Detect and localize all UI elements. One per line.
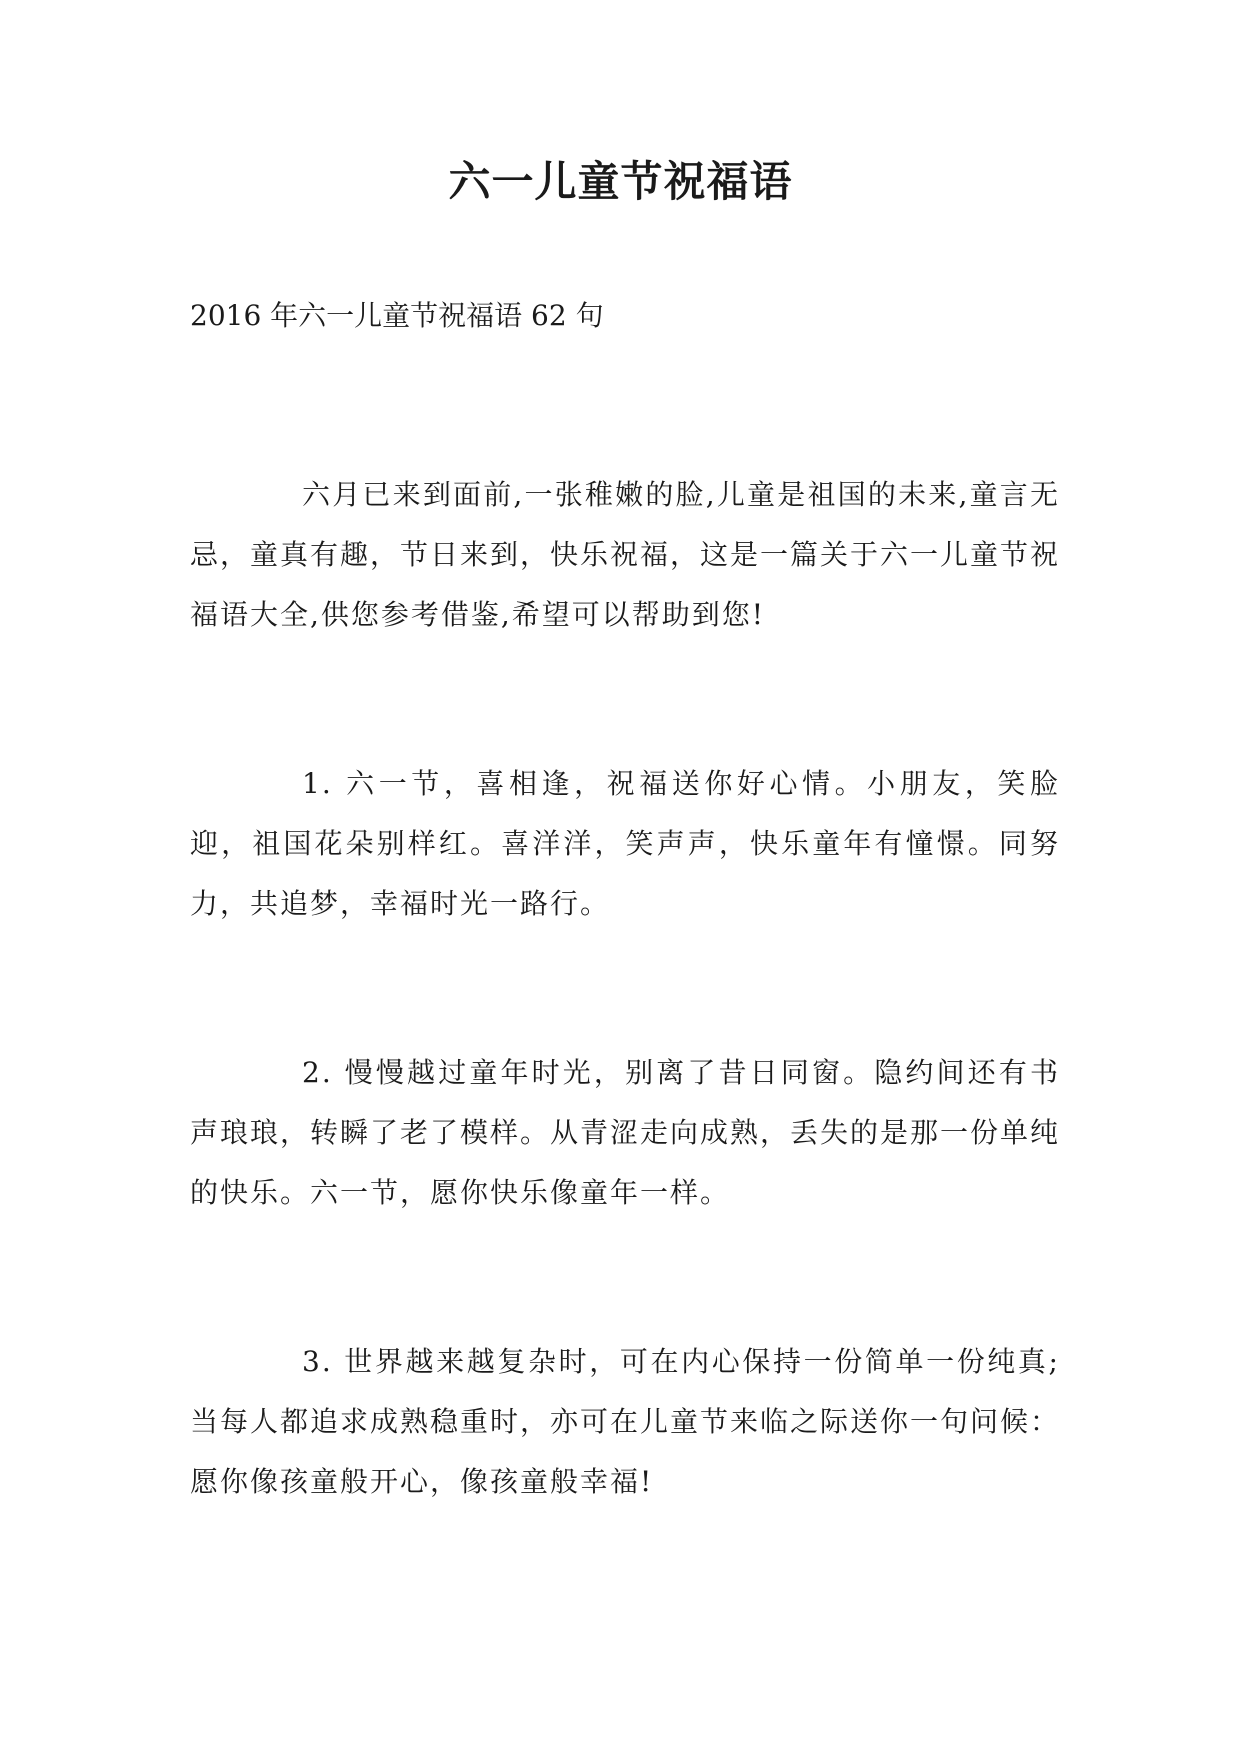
blessing-paragraph-2: 2. 慢慢越过童年时光，别离了昔日同窗。隐约间还有书声琅琅，转瞬了老了模样。从青涩走向成熟，丢失的是那一份单纯的快乐。六一节，愿你快乐像童年一样。 xyxy=(190,1056,1061,1209)
blessing-paragraph-3: 3. 世界越来越复杂时，可在内心保持一份简单一份纯真;当每人都追求成熟稳重时，亦可在儿童节来临之际送你一句问候：愿你像孩童般开心，像孩童般幸福! xyxy=(190,1345,1061,1498)
intro-paragraph: 六月已来到面前,一张稚嫩的脸,儿童是祖国的未来,童言无忌，童真有趣，节日来到，快乐祝福，这是一篇关于六一儿童节祝福语大全,供您参考借鉴,希望可以帮助到您! xyxy=(190,478,1061,631)
document-subtitle: 2016 年六一儿童节祝福语 62 句 xyxy=(190,299,604,332)
document-title: 六一儿童节祝福语 xyxy=(448,157,793,206)
blessing-paragraph-1: 1. 六一节，喜相逢，祝福送你好心情。小朋友，笑脸迎，祖国花朵别样红。喜洋洋，笑声声，快乐童年有憧憬。同努力，共追梦，幸福时光一路行。 xyxy=(190,767,1060,920)
